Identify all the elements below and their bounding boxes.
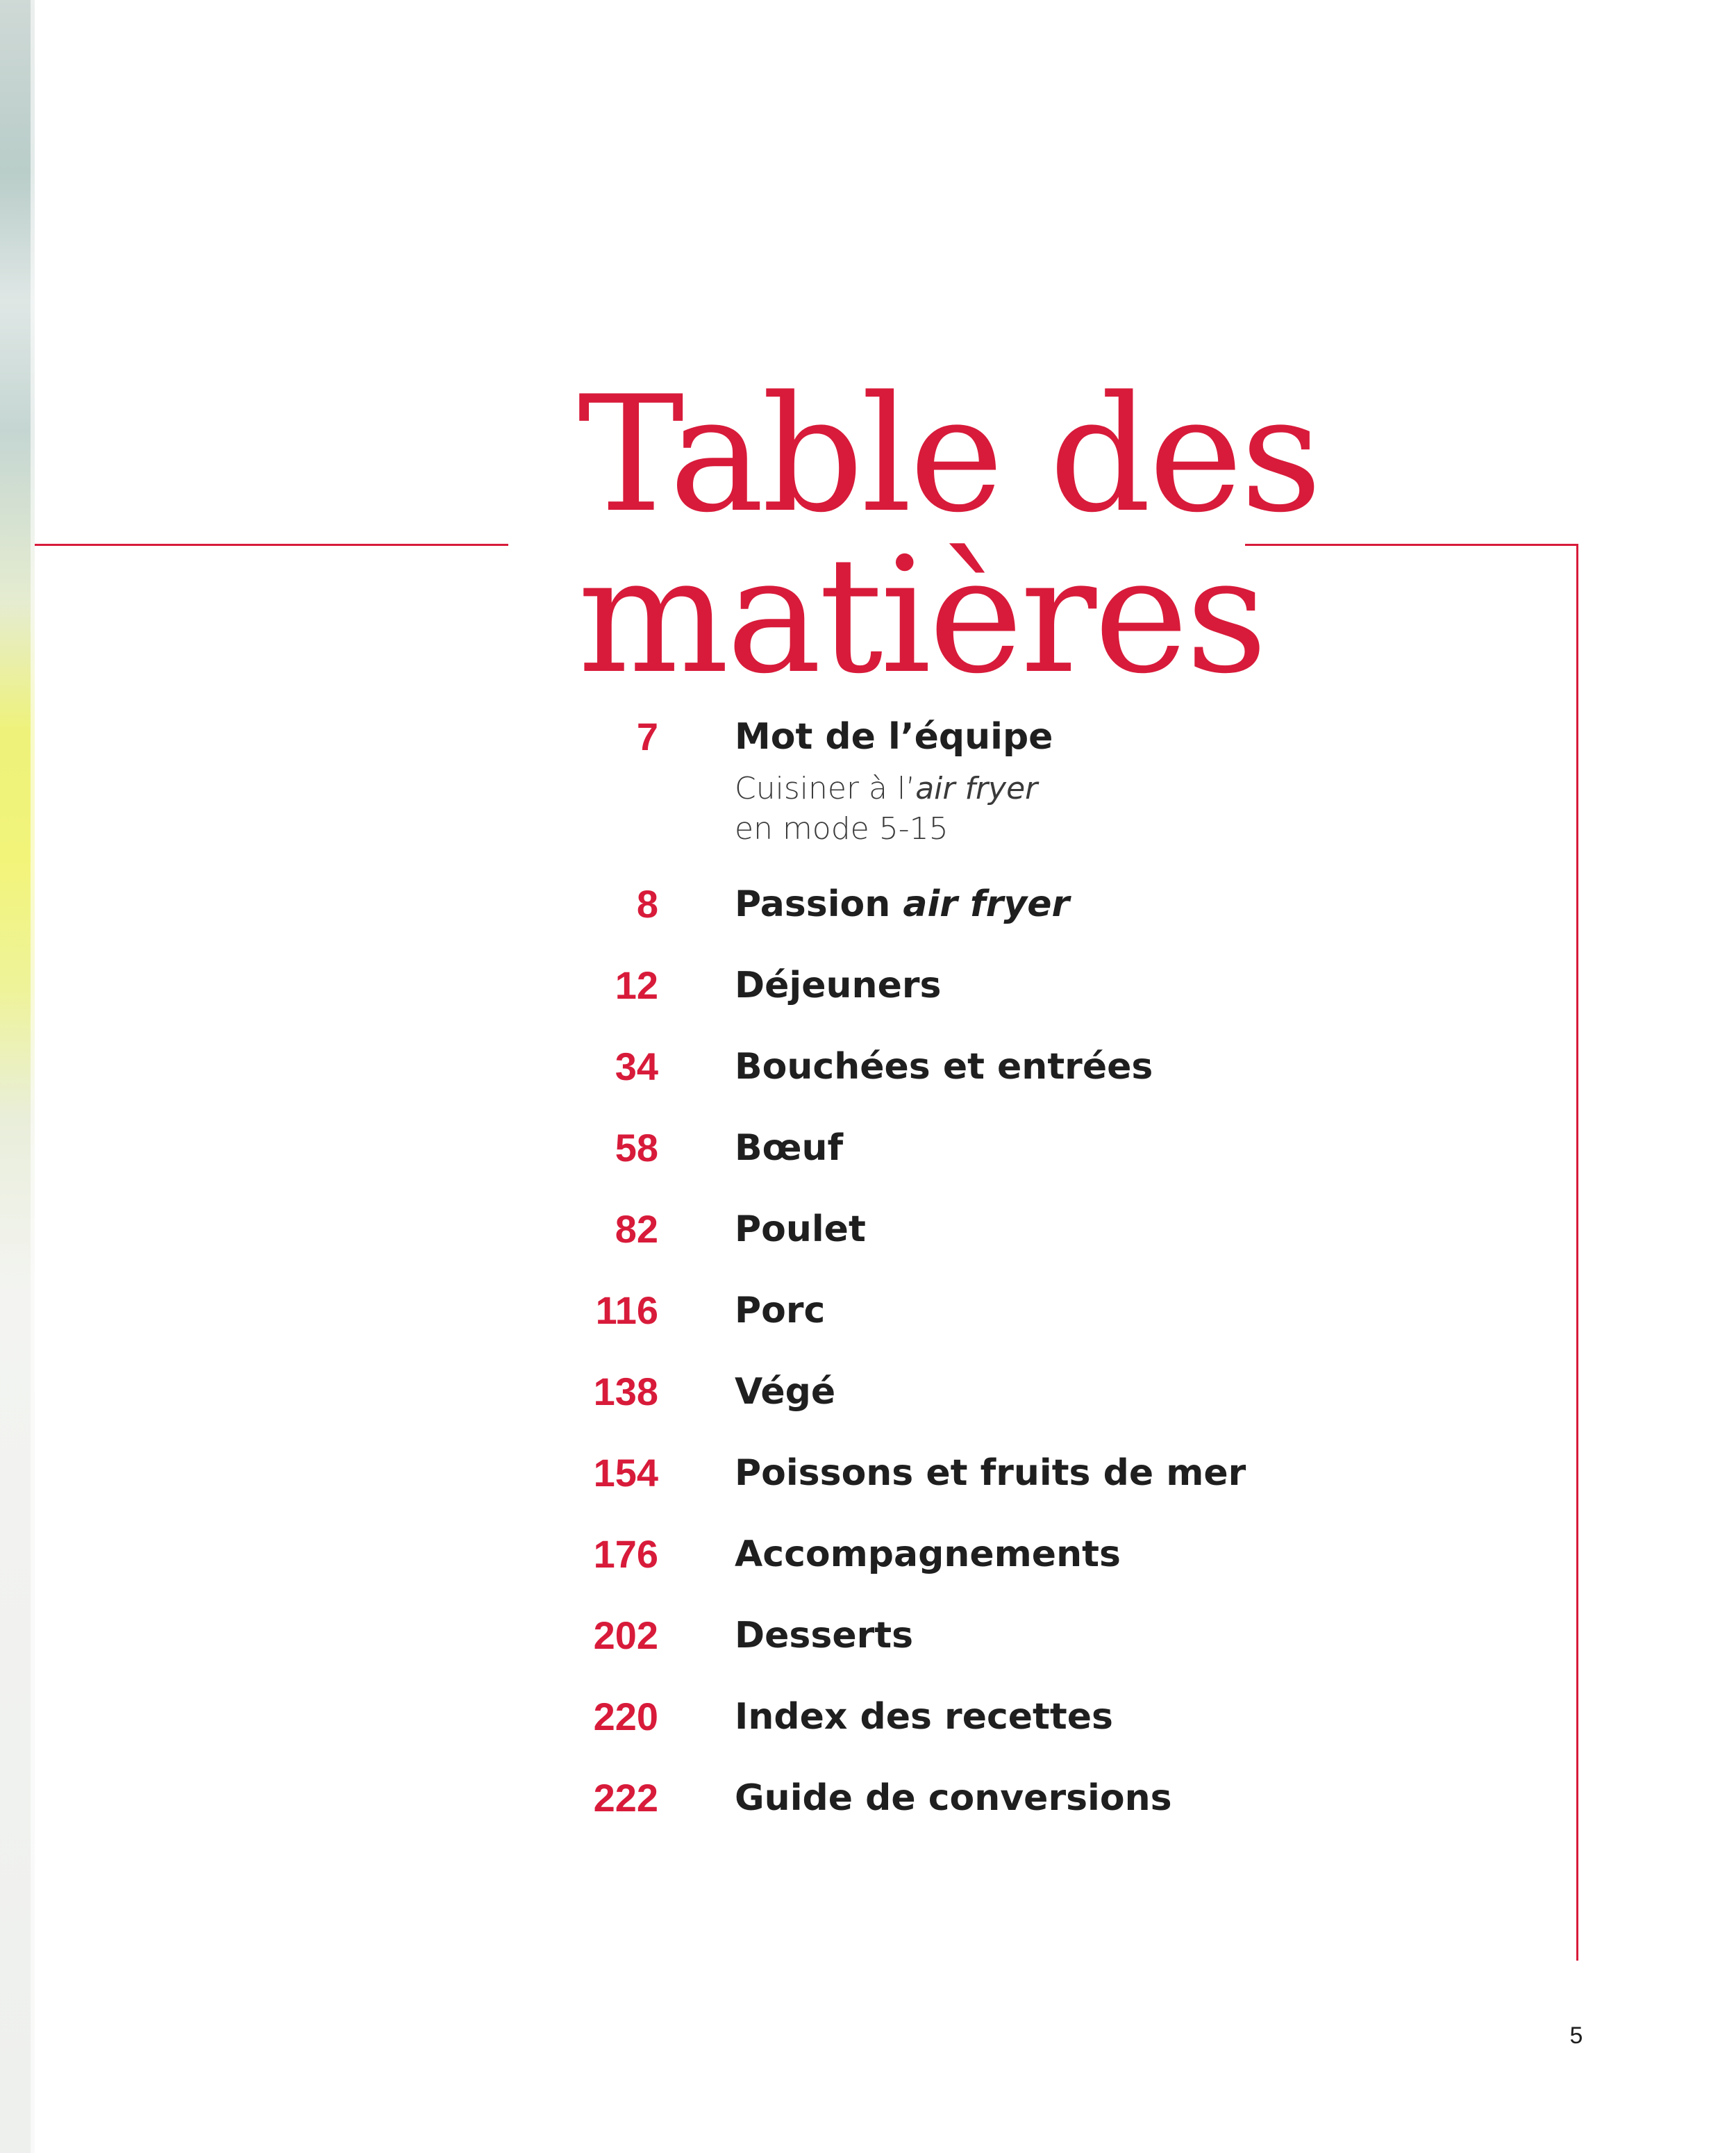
toc-entry[interactable] xyxy=(556,1522,1528,1604)
title-line-1: Table des xyxy=(578,363,1320,548)
toc-entry[interactable] xyxy=(556,1685,1528,1766)
toc-entry[interactable] xyxy=(556,1441,1528,1522)
toc-entry-label: Bouchées et entrées xyxy=(735,1046,1153,1088)
accent-rule-vertical xyxy=(1576,544,1578,1961)
toc-entry-label: Poissons et fruits de mer xyxy=(735,1452,1246,1494)
page-title xyxy=(578,363,1320,709)
toc-entry[interactable] xyxy=(556,1766,1528,1847)
toc-page-number: 12 xyxy=(615,963,658,1007)
toc-page-number: 34 xyxy=(615,1045,658,1088)
toc-entry[interactable] xyxy=(556,1279,1528,1360)
toc-page-number: 154 xyxy=(593,1451,658,1495)
toc-entry-label: Index des recettes xyxy=(735,1696,1113,1738)
title-line-2: matières xyxy=(578,524,1265,709)
toc-entry-intro[interactable] xyxy=(556,705,1528,872)
toc-page-number: 116 xyxy=(595,1288,658,1332)
label-plain: Passion xyxy=(735,883,903,925)
toc-entry-label: Poulet xyxy=(735,1208,866,1250)
toc-page-number: 176 xyxy=(593,1532,658,1576)
chapter-list xyxy=(556,954,1528,1847)
toc-entry-label: Déjeuners xyxy=(735,965,942,1006)
toc-entry-label: Porc xyxy=(735,1290,826,1331)
subtitle-italic: air fryer xyxy=(915,771,1038,806)
toc-entry-label: Bœuf xyxy=(735,1127,844,1169)
toc-page-number: 8 xyxy=(636,882,658,926)
toc-entry-passion[interactable] xyxy=(556,872,1528,954)
toc-entry[interactable] xyxy=(556,1604,1528,1685)
toc-entry-label: Guide de conversions xyxy=(735,1777,1172,1819)
toc-page-number: 7 xyxy=(636,715,658,758)
subtitle-line-2: en mode 5-15 xyxy=(735,811,949,847)
toc-entry[interactable] xyxy=(556,954,1528,1035)
toc-entry-label xyxy=(735,872,1069,936)
toc-page-number: 82 xyxy=(615,1207,658,1251)
accent-rule-left xyxy=(35,544,508,546)
toc-entry-label: Végé xyxy=(735,1371,836,1413)
toc-page-number: 202 xyxy=(593,1613,658,1657)
cover-photo-edge xyxy=(0,0,35,2153)
toc-page-number: 220 xyxy=(593,1695,658,1738)
toc-entry-label: Desserts xyxy=(735,1615,914,1656)
toc-entry[interactable] xyxy=(556,1116,1528,1197)
toc-entry[interactable] xyxy=(556,1360,1528,1441)
toc-page-number: 58 xyxy=(615,1126,658,1170)
table-of-contents xyxy=(556,705,1528,1847)
toc-entry-label: Mot de l’équipe xyxy=(735,716,1053,758)
toc-entry[interactable] xyxy=(556,1035,1528,1116)
toc-entry-label: Accompagnements xyxy=(735,1533,1121,1575)
toc-page-number: 138 xyxy=(593,1370,658,1413)
toc-entry[interactable] xyxy=(556,1197,1528,1279)
page-folio: 5 xyxy=(1569,2022,1583,2049)
label-italic: air fryer xyxy=(903,883,1070,925)
toc-page-number: 222 xyxy=(593,1776,658,1820)
subtitle-prefix: Cuisiner à l’ xyxy=(735,771,916,806)
toc-entry-subtitle xyxy=(735,769,1037,849)
